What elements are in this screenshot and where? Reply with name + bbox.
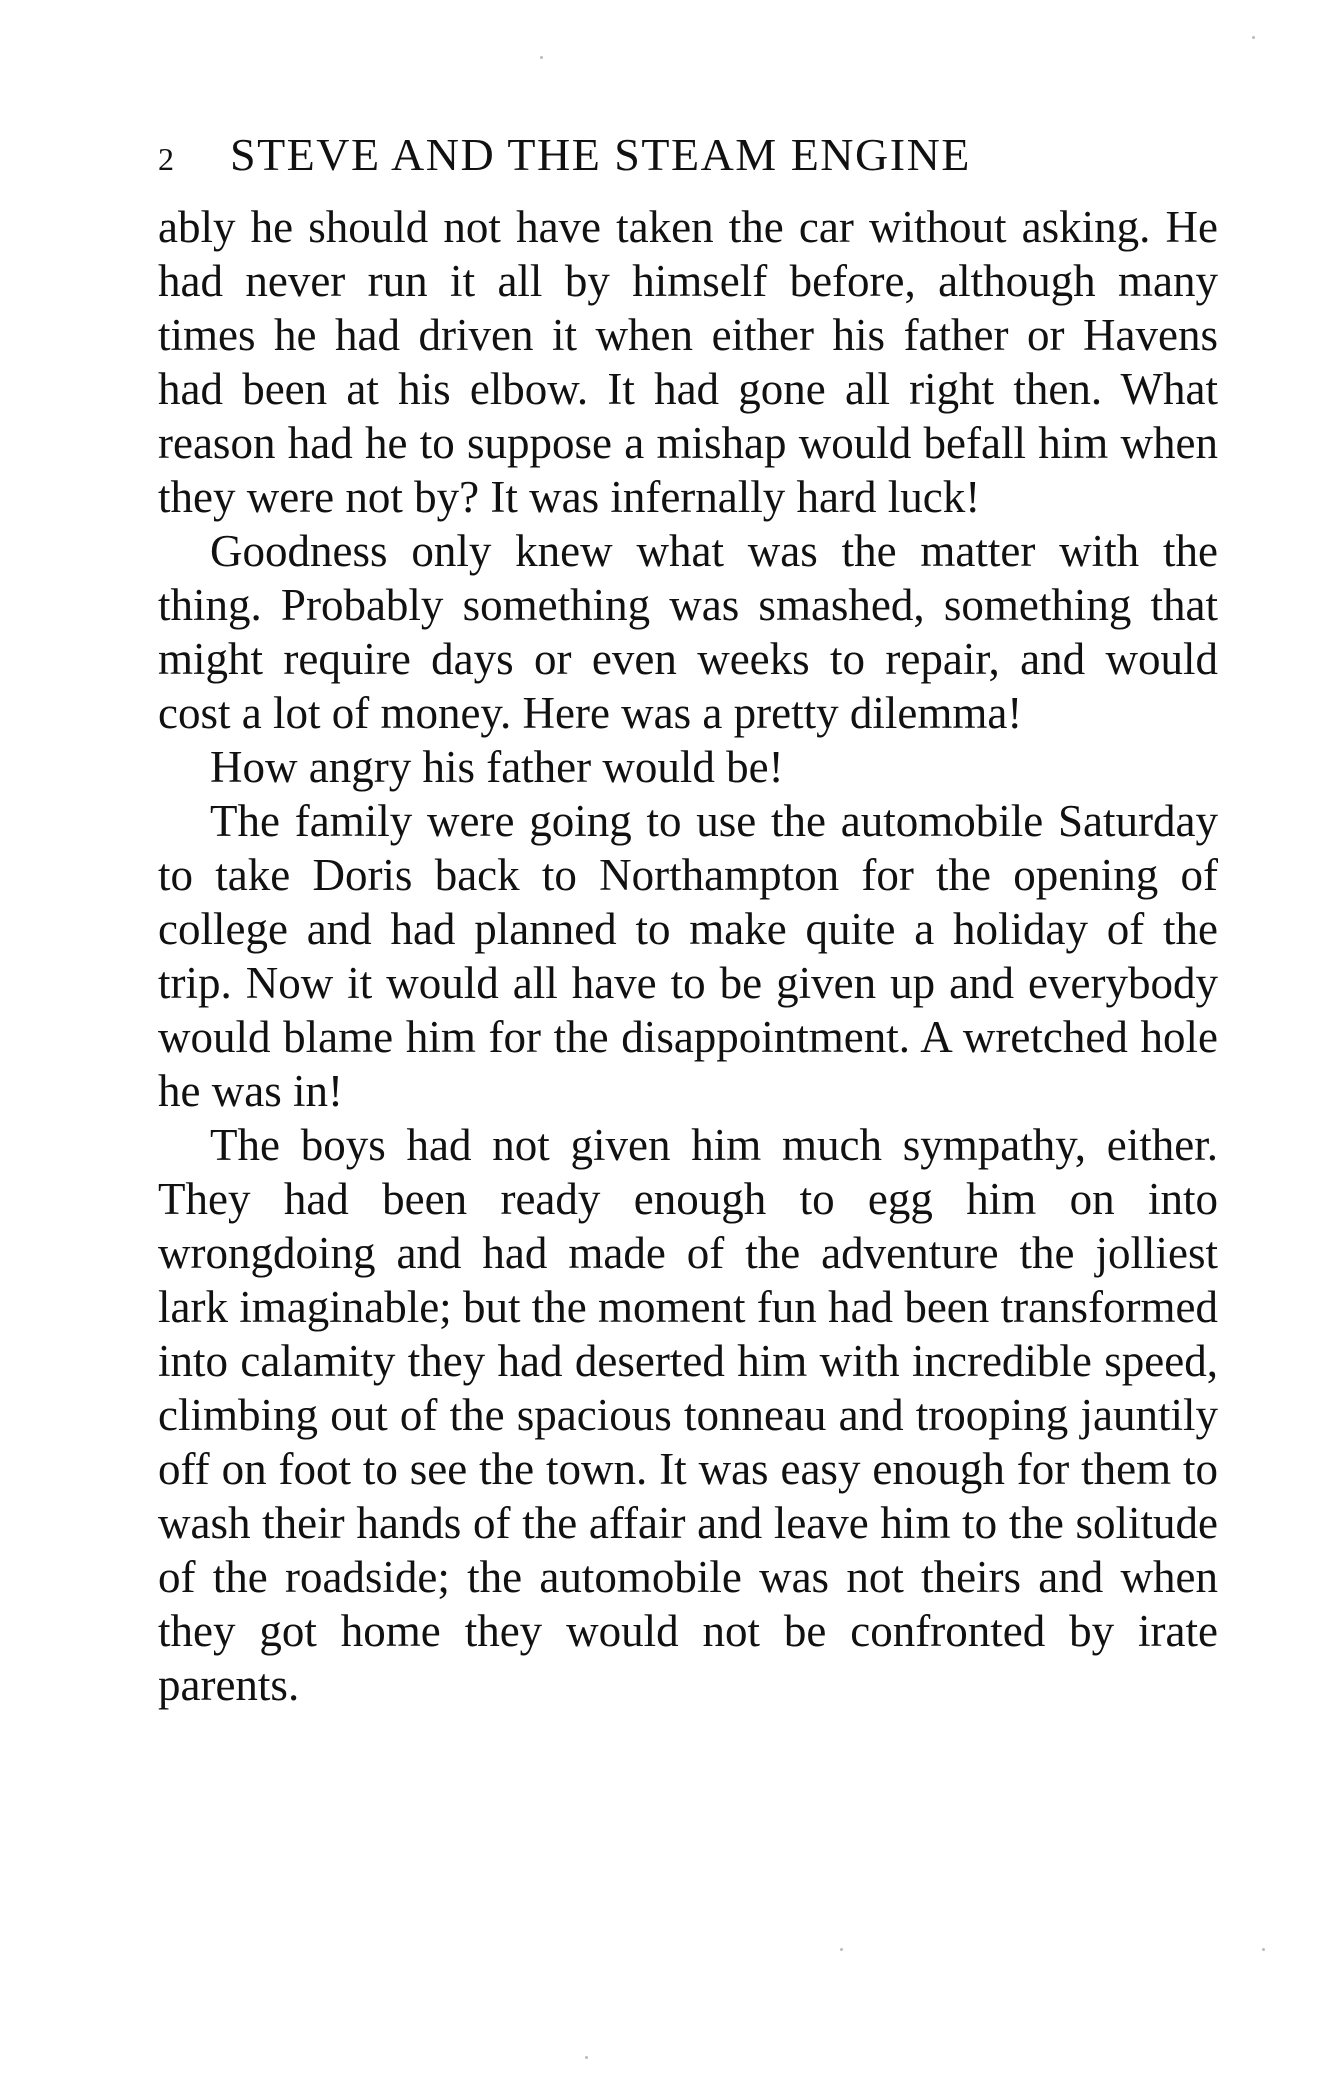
page-number: 2 <box>158 141 175 177</box>
body-text <box>158 200 1218 1712</box>
scan-speck <box>585 2056 588 2059</box>
paragraph: ably he should not have taken the car without asking. He had never run it all by himself before, although many times he had driven it when either his father or Havens had been at his elbow. It had gone all right then. What reason had he to suppose a mishap would befall him when they were not by? It was infernally hard luck! <box>158 202 1218 522</box>
scan-speck <box>1252 36 1255 39</box>
paragraph: How angry his father would be! <box>210 742 784 792</box>
running-title: STEVE AND THE STEAM ENGINE <box>230 129 971 180</box>
scan-speck <box>1262 1948 1265 1951</box>
paragraph: Goodness only knew what was the matter with the thing. Probably something was smashed, something that might require days or even weeks to repair, and would cost a lot of money. Here was a pretty dilemma! <box>158 526 1218 738</box>
scan-speck <box>540 56 543 59</box>
running-head <box>158 128 1218 192</box>
paragraph: The boys had not given him much sympathy, either. They had been ready enough to egg him on into wrongdoing and had made of the adventure the jolliest lark imaginable; but the moment fun had been transformed into calamity they had deserted him with incredible speed, climbing out of the spacious tonneau and trooping jauntily off on foot to see the town. It was easy enough for them to wash their hands of the affair and leave him to the solitude of the roadside; the automobile was not theirs and when they got home they would not be confronted by irate parents. <box>158 1120 1218 1710</box>
book-page <box>158 128 1218 1712</box>
scan-speck <box>840 1948 843 1951</box>
paragraph: The family were going to use the automobile Saturday to take Doris back to Northampton for the opening of college and had planned to make quite a holiday of the trip. Now it would all have to be given up and everybody would blame him for the disappointment. A wretched hole he was in! <box>158 796 1218 1116</box>
